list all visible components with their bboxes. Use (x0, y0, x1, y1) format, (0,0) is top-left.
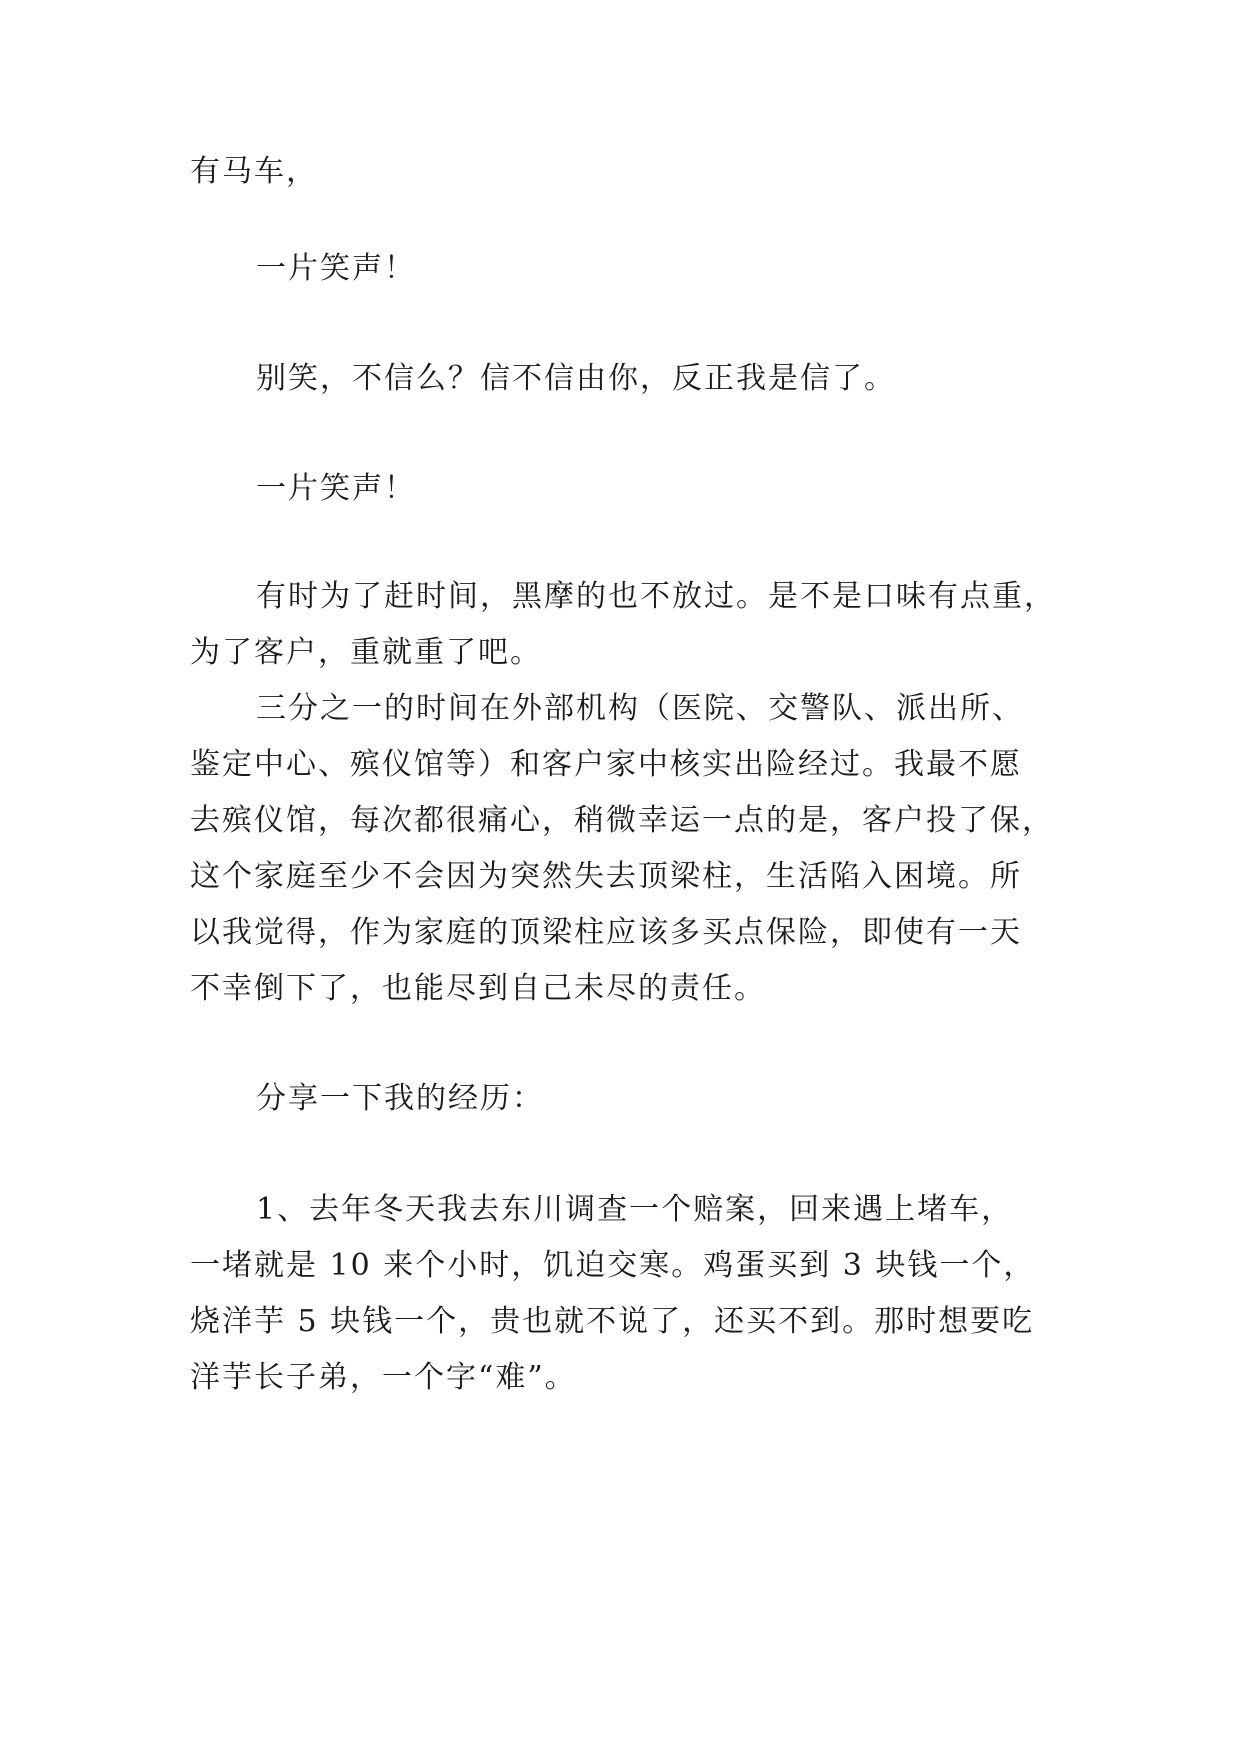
text-line: 鉴定中心、殡仪馆等）和客户家中核实出险经过。我最不愿 (190, 747, 1022, 782)
text-line: 1、去年冬天我去东川调查一个赔案，回来遇上堵车， (256, 1192, 1014, 1227)
text-line: 一片笑声！ (256, 471, 416, 506)
text-line: 有马车， (190, 154, 318, 189)
text-line: 一片笑声！ (256, 251, 416, 286)
text-line: 别笑，不信么？信不信由你，反正我是信了。 (256, 361, 896, 396)
text-line: 烧洋芋 5 块钱一个，贵也就不说了，还买不到。那时想要吃 (190, 1304, 1035, 1339)
text-line: 有时为了赶时间，黑摩的也不放过。是不是口味有点重， (256, 579, 1056, 614)
text-line: 为了客户，重就重了吧。 (190, 635, 542, 670)
text-line: 不幸倒下了，也能尽到自己未尽的责任。 (190, 971, 766, 1006)
text-line: 分享一下我的经历： (256, 1081, 544, 1116)
text-line: 三分之一的时间在外部机构（医院、交警队、派出所、 (256, 691, 1024, 726)
text-line: 以我觉得，作为家庭的顶梁柱应该多买点保险，即使有一天 (190, 915, 1022, 950)
text-line: 洋芋长子弟，一个字“难”。 (190, 1360, 577, 1395)
text-line: 去殡仪馆，每次都很痛心，稍微幸运一点的是，客户投了保， (190, 803, 1054, 838)
text-line: 一堵就是 10 来个小时，饥迫交寒。鸡蛋买到 3 块钱一个， (190, 1248, 1036, 1283)
text-line: 这个家庭至少不会因为突然失去顶梁柱，生活陷入困境。所 (190, 859, 1022, 894)
